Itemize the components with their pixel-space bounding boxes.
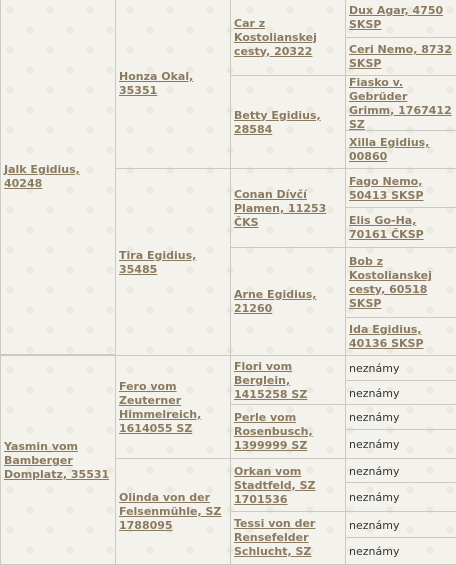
pedigree-cell-gen4	[345, 247, 456, 318]
unknown-text: neznámy	[349, 491, 400, 504]
pedigree-cell-dam-sire	[115, 355, 231, 459]
pedigree-cell-unknown	[345, 404, 456, 430]
unknown-text: neznámy	[349, 438, 400, 451]
dog-link[interactable]: Ida Egidius, 40136 SKSP	[349, 323, 424, 350]
dog-link[interactable]: Xilla Egidius, 00860	[349, 136, 430, 163]
dog-link[interactable]: Elis Go-Ha, 70161 ČKSP	[349, 214, 424, 241]
pedigree-cell-unknown	[345, 458, 456, 483]
dog-link[interactable]: Tira Egidius, 35485	[119, 248, 197, 276]
dog-link[interactable]: Jalk Egidius, 40248	[4, 163, 80, 190]
pedigree-cell-gen4	[345, 0, 456, 38]
pedigree-cell-sire-sire	[115, 0, 231, 169]
dog-link[interactable]: Ceri Nemo, 8732 SKSP	[349, 43, 452, 70]
pedigree-cell-gen3	[230, 0, 346, 76]
pedigree-cell-unknown	[345, 355, 456, 381]
dog-link[interactable]: Tessi von der Rensefelder Schlucht, SZ	[234, 517, 316, 558]
dog-link[interactable]: Yasmin vom Bamberger Domplatz, 35531	[4, 439, 110, 481]
pedigree-cell-sire-dam	[115, 168, 231, 356]
unknown-text: neznámy	[349, 464, 400, 478]
unknown-text: neznámy	[349, 411, 400, 424]
pedigree-cell-gen3	[230, 404, 346, 459]
dog-link[interactable]: Olinda von der Felsenmühle, SZ 1788095	[119, 491, 222, 532]
pedigree-cell-gen4	[345, 168, 456, 208]
pedigree-cell-unknown	[345, 482, 456, 512]
dog-link[interactable]: Flori vom Berglein, 1415258 SZ	[234, 359, 308, 401]
pedigree-cell-gen4	[345, 130, 456, 169]
dog-link[interactable]: Fiasko v. Gebrüder Grimm, 1767412 SZ	[349, 75, 452, 131]
pedigree-cell-gen3	[230, 168, 346, 248]
dog-link[interactable]: Orkan vom Stadtfeld, SZ 1701536	[234, 464, 316, 506]
pedigree-cell-sire	[0, 0, 116, 355]
pedigree-cell-gen3	[230, 247, 346, 356]
pedigree-cell-gen4	[345, 37, 456, 76]
pedigree-cell-unknown	[345, 511, 456, 538]
dog-link[interactable]: Conan Dívčí Plamen, 11253 ČKS	[234, 187, 327, 229]
pedigree-cell-dam	[0, 355, 116, 565]
pedigree-cell-gen3	[230, 75, 346, 169]
pedigree-cell-dam-dam	[115, 458, 231, 565]
dog-link[interactable]: Perle vom Rosenbusch, 1399999 SZ	[234, 411, 313, 452]
dog-link[interactable]: Car z Kostolianskej cesty, 20322	[234, 16, 317, 58]
dog-link[interactable]: Dux Agar, 4750 SKSP	[349, 4, 444, 31]
dog-link[interactable]: Fago Nemo, 50413 SKSP	[349, 174, 424, 202]
unknown-text: neznámy	[349, 518, 400, 532]
pedigree-cell-gen3	[230, 355, 346, 405]
dog-link[interactable]: Betty Egidius, 28584	[234, 108, 321, 136]
dog-link[interactable]: Arne Egidius, 21260	[234, 288, 317, 315]
pedigree-cell-unknown	[345, 380, 456, 405]
pedigree-cell-unknown	[345, 429, 456, 459]
dog-link[interactable]: Fero vom Zeuterner Himmelreich, 1614055 SZ	[119, 379, 202, 435]
pedigree-cell-gen4	[345, 75, 456, 131]
pedigree-cell-gen4	[345, 317, 456, 356]
dog-link[interactable]: Honza Okal, 35351	[119, 70, 194, 97]
pedigree-cell-gen4	[345, 207, 456, 248]
pedigree-cell-gen3	[230, 458, 346, 512]
dog-link[interactable]: Bob z Kostolianskej cesty, 60518 SKSP	[349, 255, 432, 310]
unknown-text: neznámy	[349, 386, 400, 400]
pedigree-cell-gen3	[230, 511, 346, 565]
unknown-text: neznámy	[349, 545, 400, 558]
unknown-text: neznámy	[349, 362, 400, 375]
